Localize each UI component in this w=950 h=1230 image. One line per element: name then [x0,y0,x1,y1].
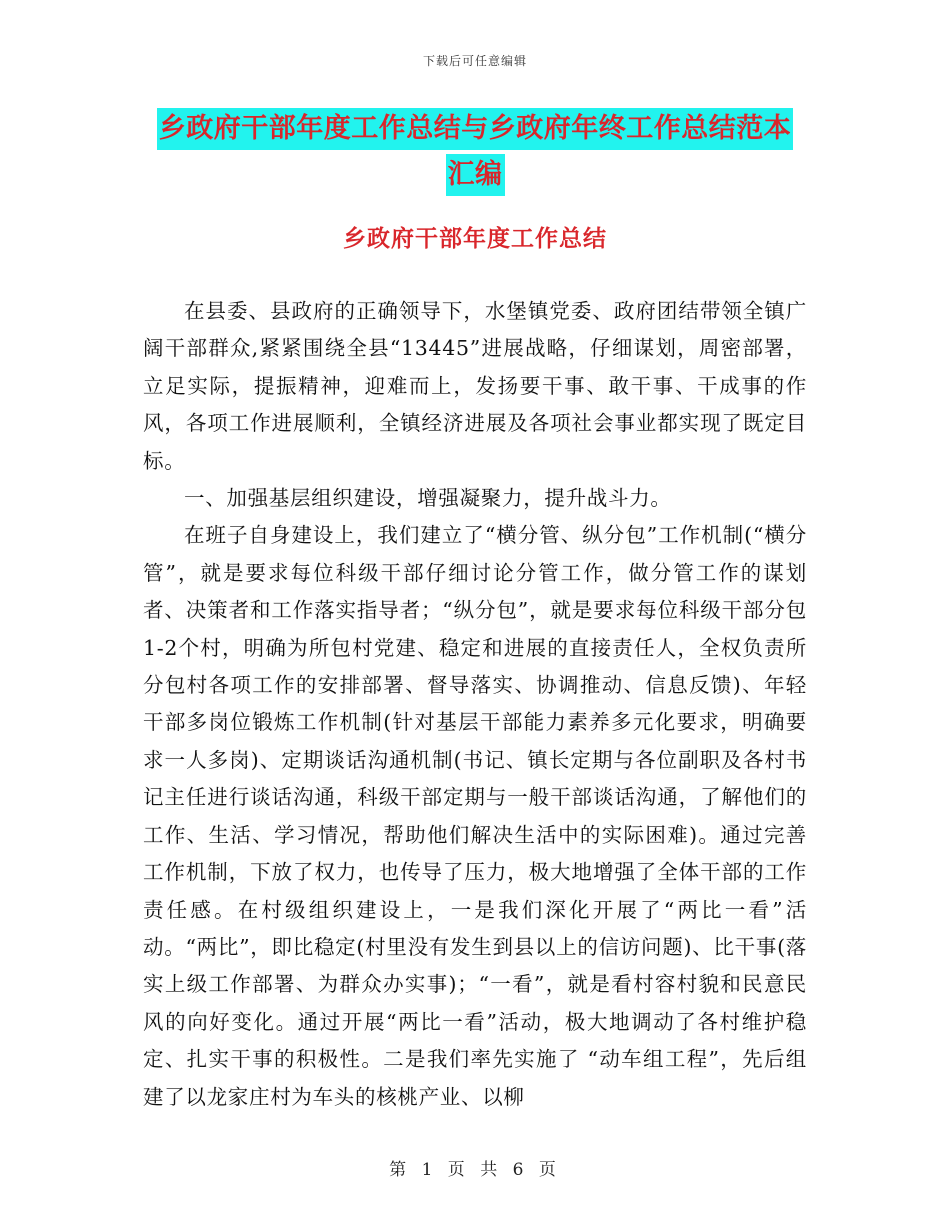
paragraph-detail: 在班子自身建设上，我们建立了“横分管、纵分包”工作机制(“横分管”，就是要求每位科级干部仔细讨论分管工作，做分管工作的谋划者、决策者和工作落实指导者；“纵分包”，就是要求每位科级干部分包1-2个村，明确为所包村党建、稳定和进展的直接责任人，全权负责所分包村各项工作的安排部署、督导落实、协调推动、信息反馈)、年轻干部多岗位锻炼工作机制(针对基层干部能力素养多元化要求，明确要求一人多岗)、定期谈话沟通机制(书记、镇长定期与各位副职及各村书记主任进行谈话沟通，科级干部定期与一般干部谈话沟通，了解他们的工作、生活、学习情况，帮助他们解决生活中的实际困难)。通过完善工作机制，下放了权力，也传导了压力，极大地增强了全体干部的工作责任感。在村级组织建设上，一是我们深化开展了“两比一看”活动。“两比”，即比稳定(村里没有发生到县以上的信访问题)、比干事(落实上级工作部署、为群众办实事)；“一看”，就是看村容村貌和民意民风的向好变化。通过开展“两比一看”活动，极大地调动了各村维护稳定、扎实干事的积极性。二是我们率先实施了 “动车组工程”，先后组建了以龙家庄村为车头的核桃产业、以柳 [143,523,807,1109]
title-line-2: 汇编 [446,154,505,196]
section-title: 乡政府干部年度工作总结 [343,225,607,252]
paragraph-intro: 在县委、县政府的正确领导下，水堡镇党委、政府团结带领全镇广阔干部群众,紧紧围绕全县“13445”进展战略，仔细谋划，周密部署，立足实际，提振精神，迎难而上，发扬要干事、敢干事、干成事的作风，各项工作进展顺利，全镇经济进展及各项社会事业都实现了既定目标。 [143,299,807,473]
document-body [143,293,807,1116]
paragraph-heading-1: 一、加强基层组织建设，增强凝聚力，提升战斗力。 [184,486,672,511]
title-line-1: 乡政府干部年度工作总结与乡政府年终工作总结范本 [157,108,794,150]
page-footer: 第 1 页 共 6 页 [389,1160,561,1180]
page-header: 下载后可任意编辑 [422,54,527,68]
document-title [143,108,807,196]
